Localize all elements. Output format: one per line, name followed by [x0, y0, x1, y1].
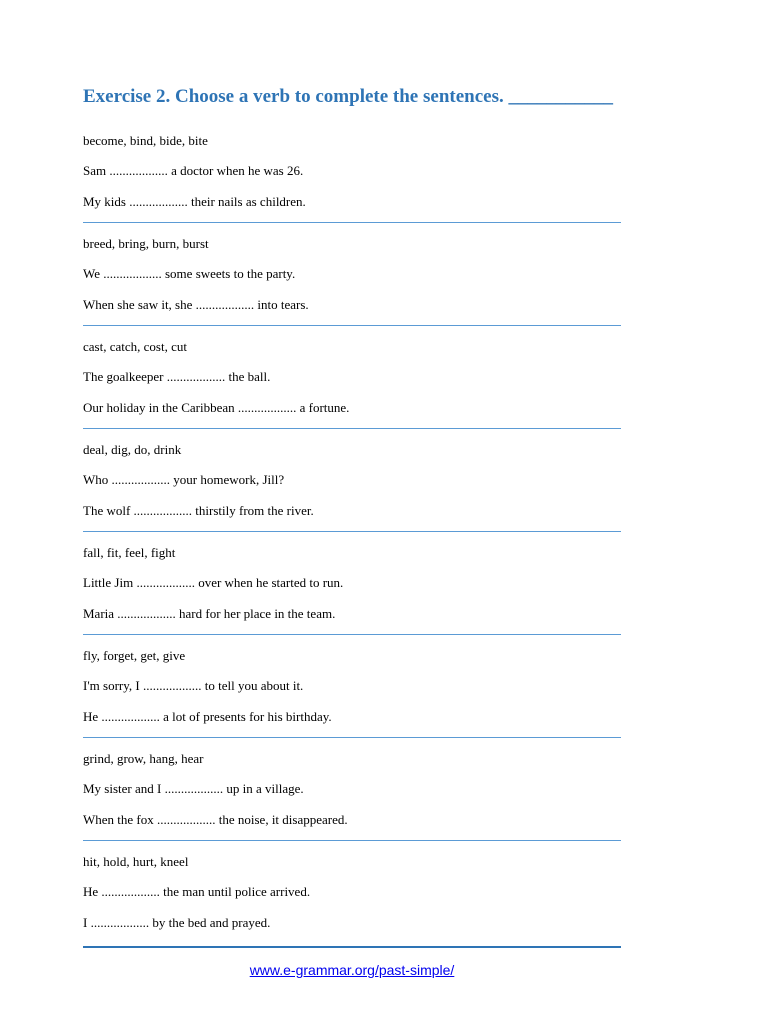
- divider: [83, 325, 621, 326]
- verb-options: fall, fit, feel, fight: [83, 545, 176, 560]
- verb-options: become, bind, bide, bite: [83, 133, 208, 148]
- verb-options: grind, grow, hang, hear: [83, 751, 204, 766]
- sentence: I .................. by the bed and prayed.: [83, 915, 271, 930]
- verb-group: [83, 851, 621, 954]
- sentence: When she saw it, she .................. into tears.: [83, 297, 309, 312]
- sentence: The goalkeeper .................. the ball.: [83, 369, 271, 384]
- verb-group: [83, 542, 621, 645]
- verb-group: [83, 748, 621, 851]
- sentence: The wolf .................. thirstily from the river.: [83, 503, 314, 518]
- divider: [83, 428, 621, 429]
- divider: [83, 634, 621, 635]
- sentence: Who .................. your homework, Jill?: [83, 472, 285, 487]
- verb-group: [83, 439, 621, 542]
- sentence: My sister and I .................. up in a village.: [83, 781, 304, 796]
- sentence: Little Jim .................. over when he started to run.: [83, 575, 344, 590]
- sentence: Maria .................. hard for her place in the team.: [83, 606, 336, 621]
- divider: [83, 531, 621, 532]
- page-title: Exercise 2. Choose a verb to complete the sentences. ___________: [83, 86, 613, 107]
- divider: [83, 222, 621, 223]
- verb-options: breed, bring, burn, burst: [83, 236, 209, 251]
- verb-group: [83, 130, 621, 233]
- sentence: He .................. a lot of presents for his birthday.: [83, 709, 332, 724]
- sentence: My kids .................. their nails as children.: [83, 194, 306, 209]
- verb-options: fly, forget, get, give: [83, 648, 186, 663]
- verb-group: [83, 336, 621, 439]
- exercise-list: [83, 130, 621, 954]
- sentence: Sam .................. a doctor when he was 26.: [83, 163, 304, 178]
- bottom-divider: [83, 946, 621, 948]
- verb-options: deal, dig, do, drink: [83, 442, 182, 457]
- sentence: Our holiday in the Caribbean .................. a fortune.: [83, 400, 350, 415]
- sentence: He .................. the man until police arrived.: [83, 884, 311, 899]
- footer-link[interactable]: www.e-grammar.org/past-simple/: [249, 962, 455, 978]
- divider: [83, 840, 621, 841]
- sentence: We .................. some sweets to the party.: [83, 266, 296, 281]
- verb-options: hit, hold, hurt, kneel: [83, 854, 189, 869]
- verb-group: [83, 233, 621, 336]
- sentence: When the fox .................. the noise, it disappeared.: [83, 812, 348, 827]
- divider: [83, 737, 621, 738]
- verb-options: cast, catch, cost, cut: [83, 339, 187, 354]
- sentence: I'm sorry, I .................. to tell you about it.: [83, 678, 304, 693]
- verb-group: [83, 645, 621, 748]
